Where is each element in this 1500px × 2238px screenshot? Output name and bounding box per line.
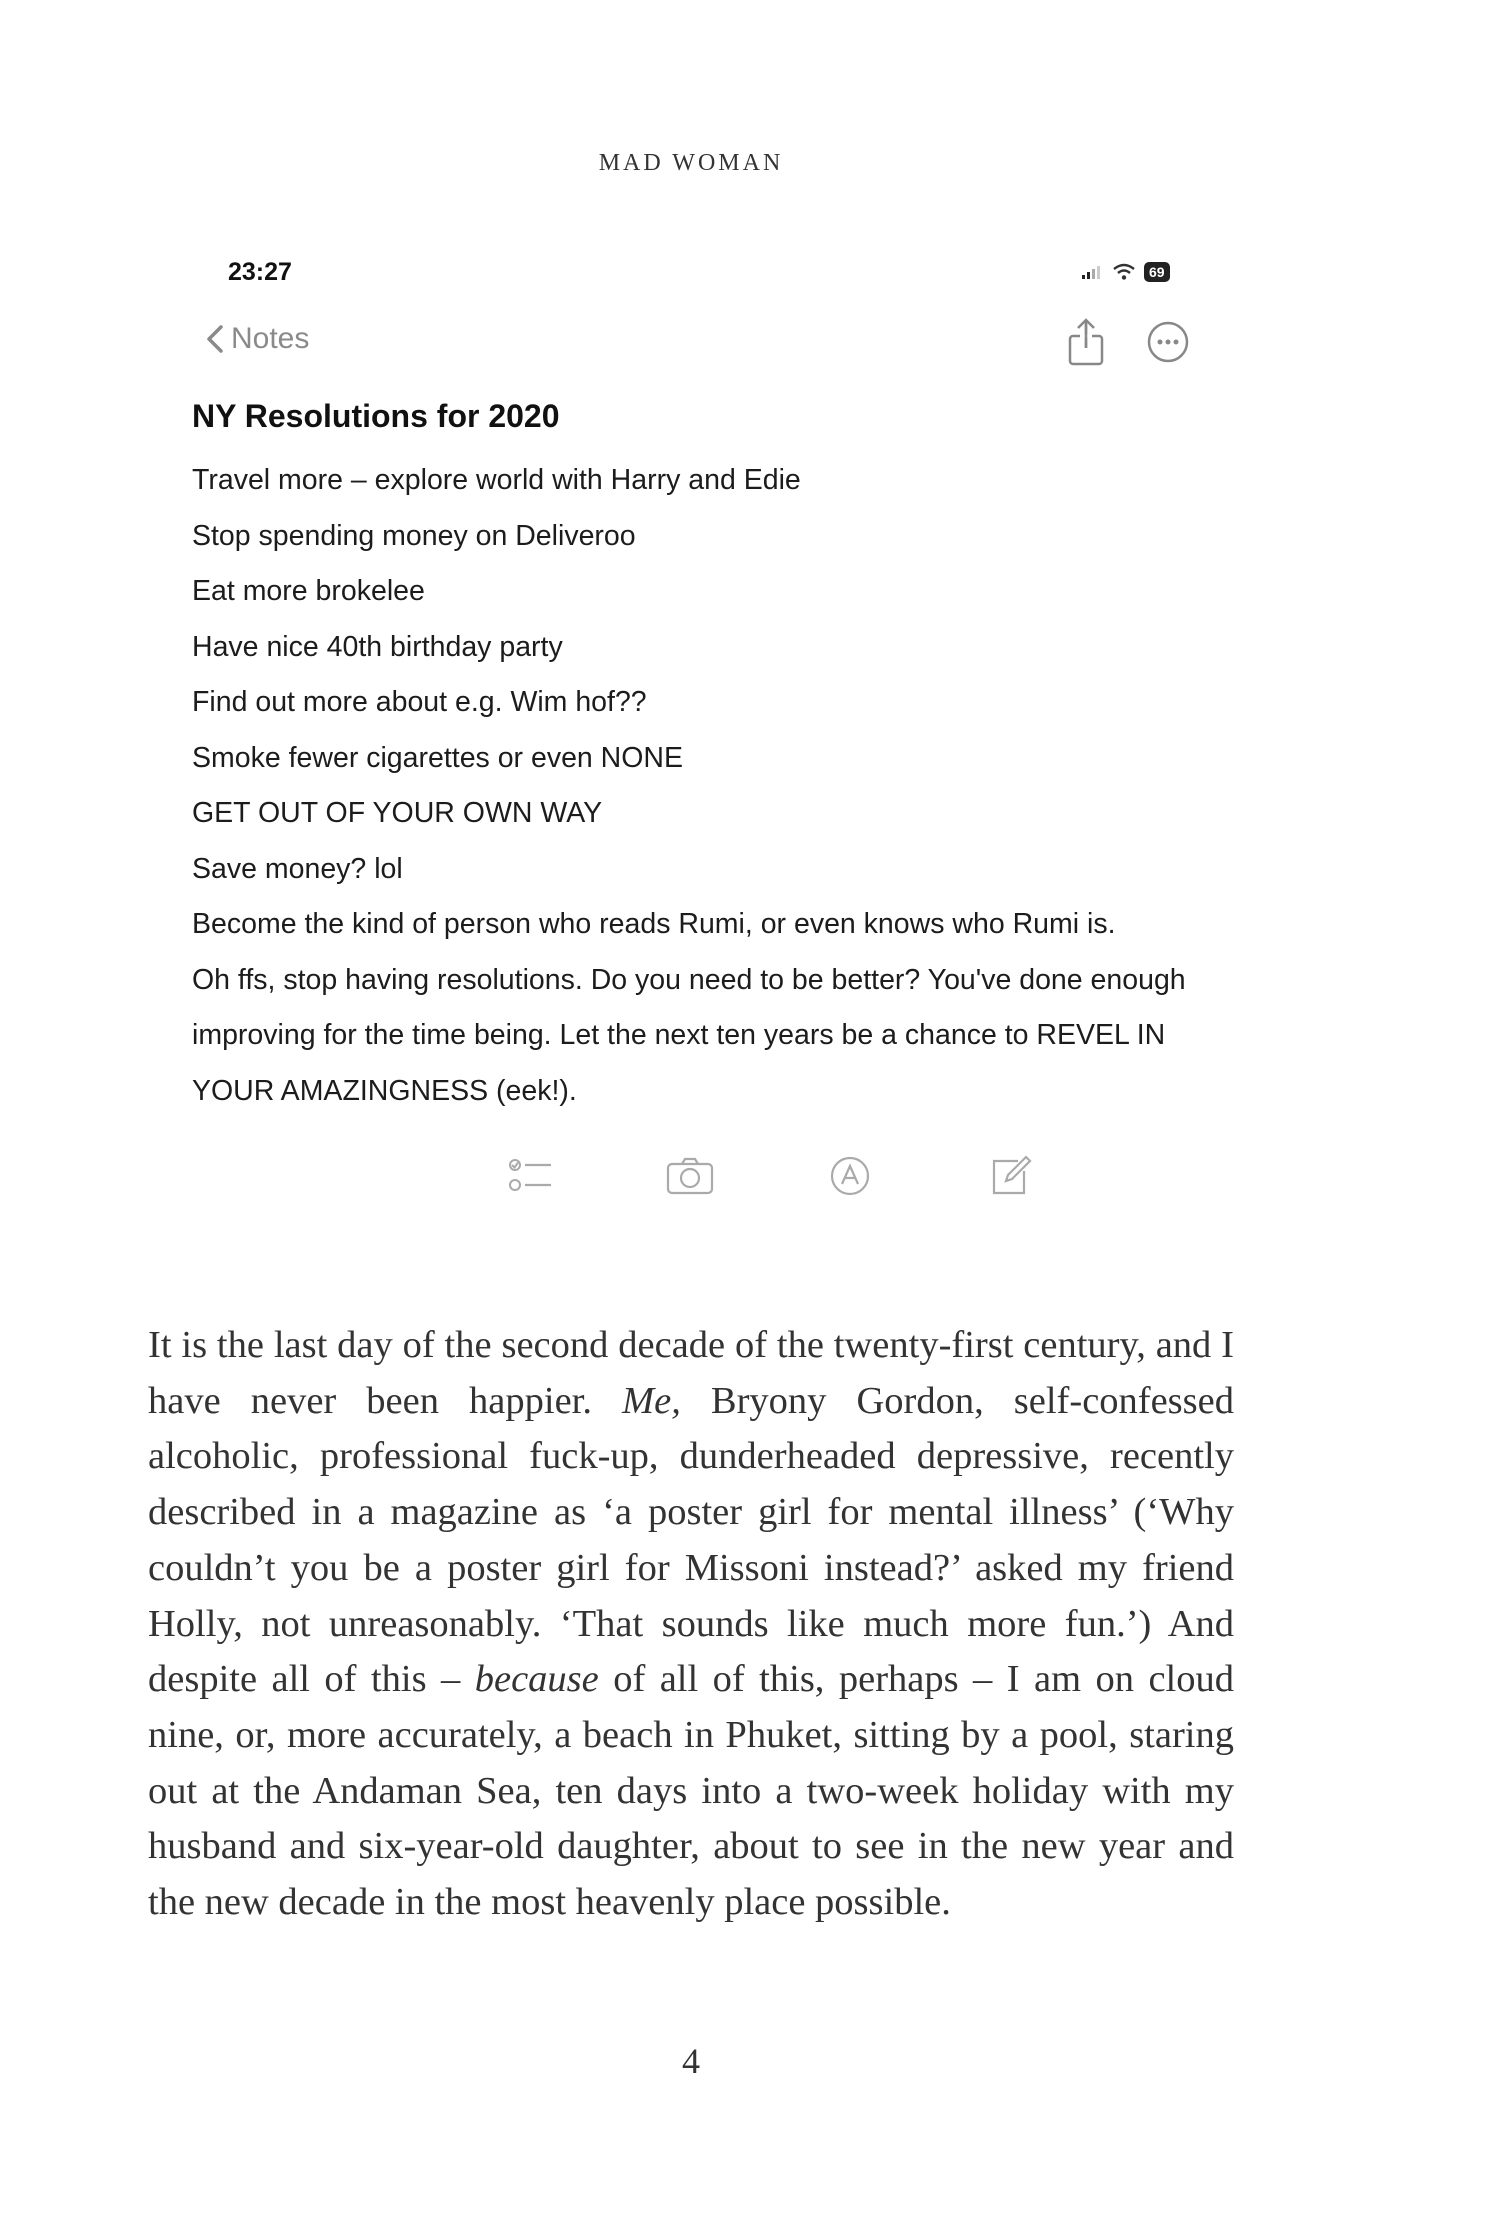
- compose-button[interactable]: [930, 1155, 1090, 1197]
- note-line: Smoke fewer cigarettes or even NONE: [192, 741, 684, 774]
- note-line: Stop spending money on Deliveroo: [192, 519, 636, 552]
- more-icon[interactable]: [1146, 320, 1190, 364]
- checklist-button[interactable]: [450, 1155, 610, 1197]
- prose-emphasis: because: [474, 1658, 599, 1701]
- wifi-icon: [1112, 263, 1136, 281]
- running-head: MAD WOMAN: [598, 150, 784, 176]
- prose-text: of all of this, perhaps – I am on cloud nine, or, more accurately, a beach in Phuket, sitting by a pool, staring out at the Andaman Sea, ten days into a two-week holiday with my husband and six-year-old daughter, about to see in the new year and the new decade in the most heavenly place possible.: [148, 1658, 1235, 1924]
- camera-button[interactable]: [610, 1156, 770, 1196]
- body-paragraph: [148, 1318, 1234, 1931]
- back-label: Notes: [231, 322, 310, 355]
- share-icon[interactable]: [1066, 318, 1106, 366]
- note-title: NY Resolutions for 2020: [192, 398, 560, 434]
- status-icons: [1082, 262, 1170, 282]
- notes-toolbar: [450, 1155, 1090, 1197]
- note-line: Save money? lol: [192, 852, 403, 885]
- markup-icon: [829, 1155, 871, 1197]
- note-line: Travel more – explore world with Harry and Edie: [192, 464, 801, 496]
- nav-actions: [1066, 318, 1190, 366]
- note-line: GET OUT OF YOUR OWN WAY: [192, 797, 603, 829]
- note-line: Become the kind of person who reads Rumi, or even knows who Rumi is.: [192, 908, 1116, 940]
- chevron-left-icon: [205, 324, 225, 354]
- note-line: Have nice 40th birthday party: [192, 630, 563, 663]
- page-number: 4: [682, 2041, 700, 2081]
- signal-icon: [1082, 265, 1104, 279]
- note-body: [192, 453, 1222, 1119]
- prose-text: Bryony Gordon, self-confessed alcoholic, professional fuck-up, dunderheaded depressive, recently described in a magazine as ‘a poster girl for mental illness’ (‘Why couldn’t you be a poster girl for Missoni instead?’ asked my friend Holly, not unreasonably. ‘That sounds like much more fun.’) And despite all of this –: [148, 1379, 1234, 1701]
- back-button[interactable]: [205, 322, 309, 356]
- markup-button[interactable]: [770, 1155, 930, 1197]
- note-line: Find out more about e.g. Wim hof??: [192, 686, 647, 718]
- prose-text: It is the last day of the second decade of the twenty-first century, and I have never been happier.: [148, 1324, 1234, 1422]
- camera-icon: [665, 1156, 715, 1196]
- status-time: 23:27: [228, 258, 292, 286]
- note-closing: Oh ffs, stop having resolutions. Do you need to be better? You've done enough improving for the time being. Let the next ten years be a chance to REVEL IN YOUR AMAZINGNESS (eek!).: [192, 963, 1186, 1107]
- prose-emphasis: Me,: [622, 1379, 681, 1422]
- battery-icon: 69: [1144, 262, 1170, 282]
- note-line: Eat more brokelee: [192, 575, 425, 607]
- compose-icon: [988, 1155, 1032, 1197]
- checklist-icon: [507, 1155, 553, 1197]
